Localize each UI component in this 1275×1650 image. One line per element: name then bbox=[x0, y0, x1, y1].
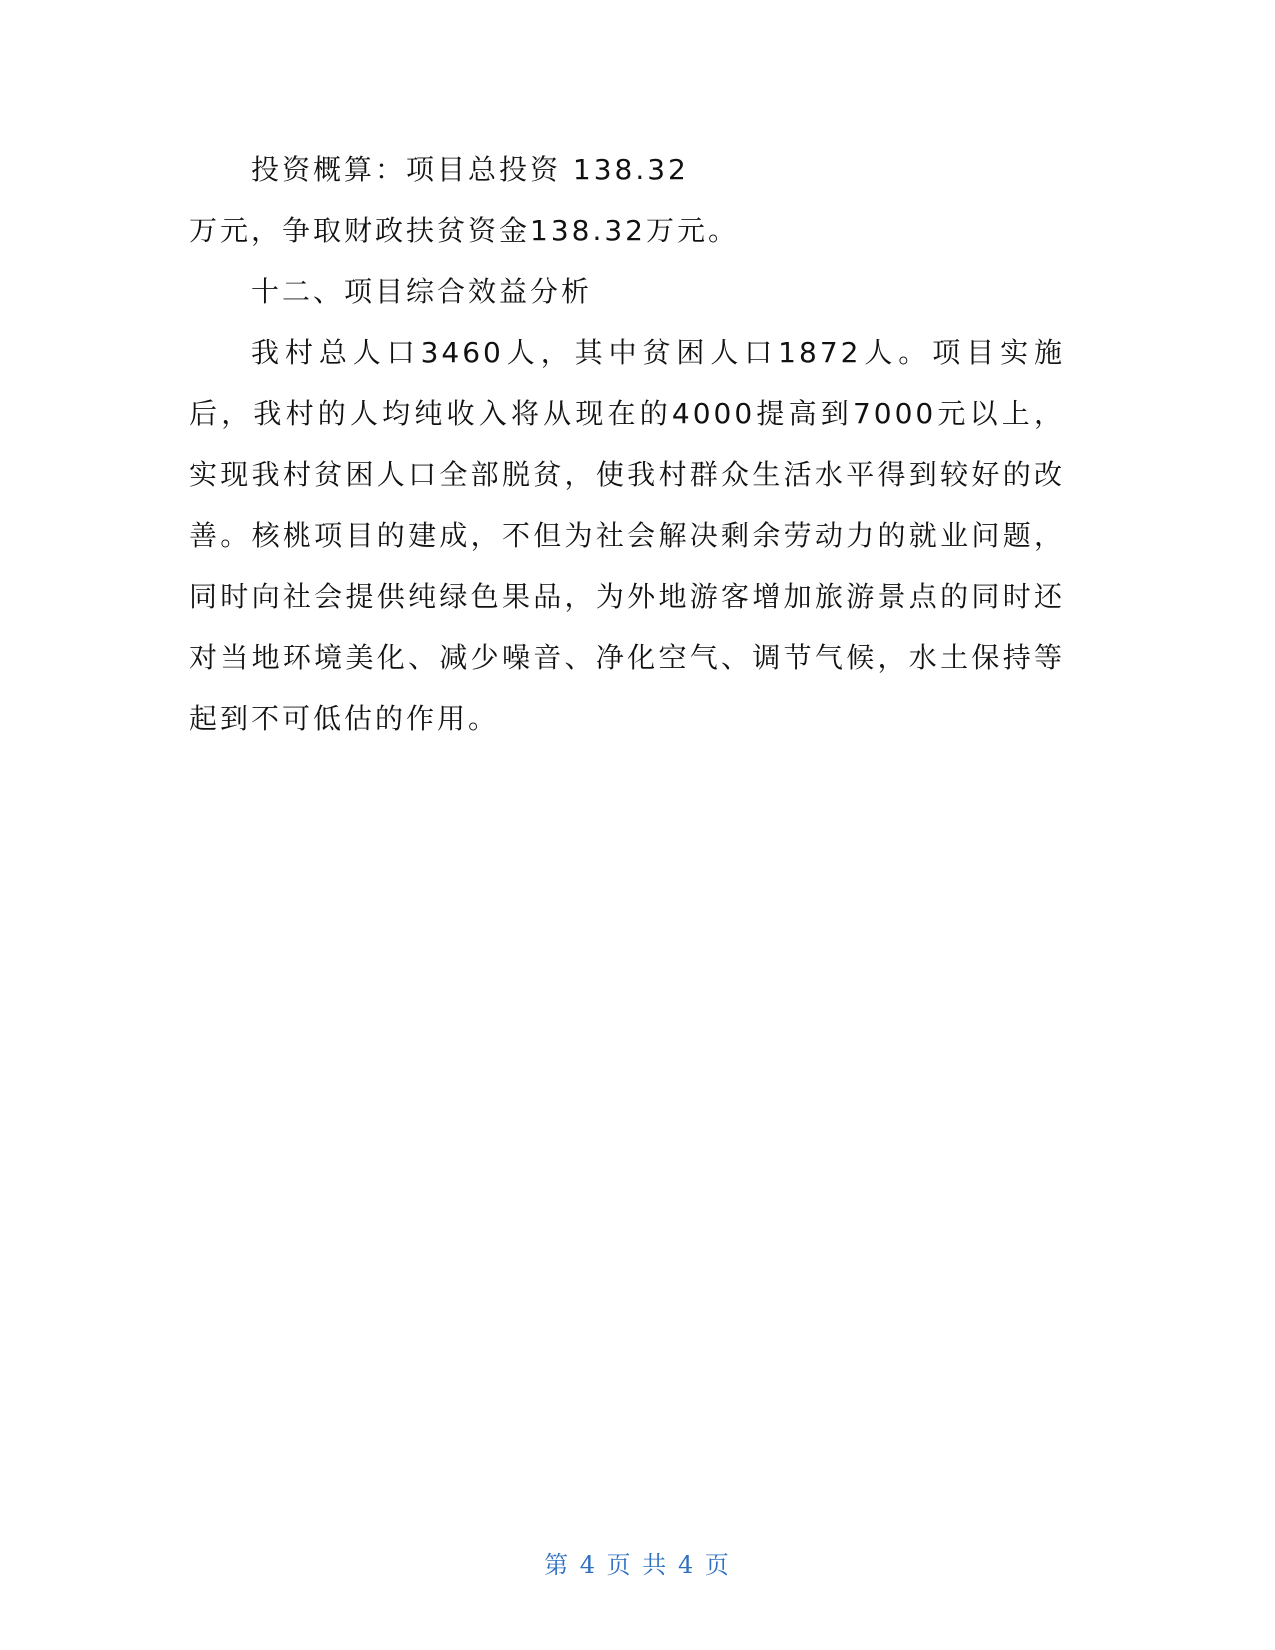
investment-estimate-line: 投资概算：项目总投资 138.32 bbox=[251, 153, 689, 186]
investment-estimate-continuation: 万元，争取财政扶贫资金138.32万元。 bbox=[189, 214, 739, 247]
page-number-footer: 第 4 页 共 4 页 bbox=[544, 1551, 731, 1579]
benefit-analysis-paragraph: 我村总人口3460人，其中贫困人口1872人。项目实施后，我村的人均纯收入将从现在的4000提高到7000元以上，实现我村贫困人口全部脱贫，使我村群众生活水平得到较好的改善。核桃项目的建成，不但为社会解决剩余劳动力的就业问题，同时向社会提供纯绿色果品，为外地游客增加旅游景点的同时还对当地环境美化、减少噪音、净化空气、调节气候，水土保持等起到不可低估的作用。 bbox=[189, 336, 1065, 735]
section-heading: 十二、项目综合效益分析 bbox=[251, 275, 593, 308]
